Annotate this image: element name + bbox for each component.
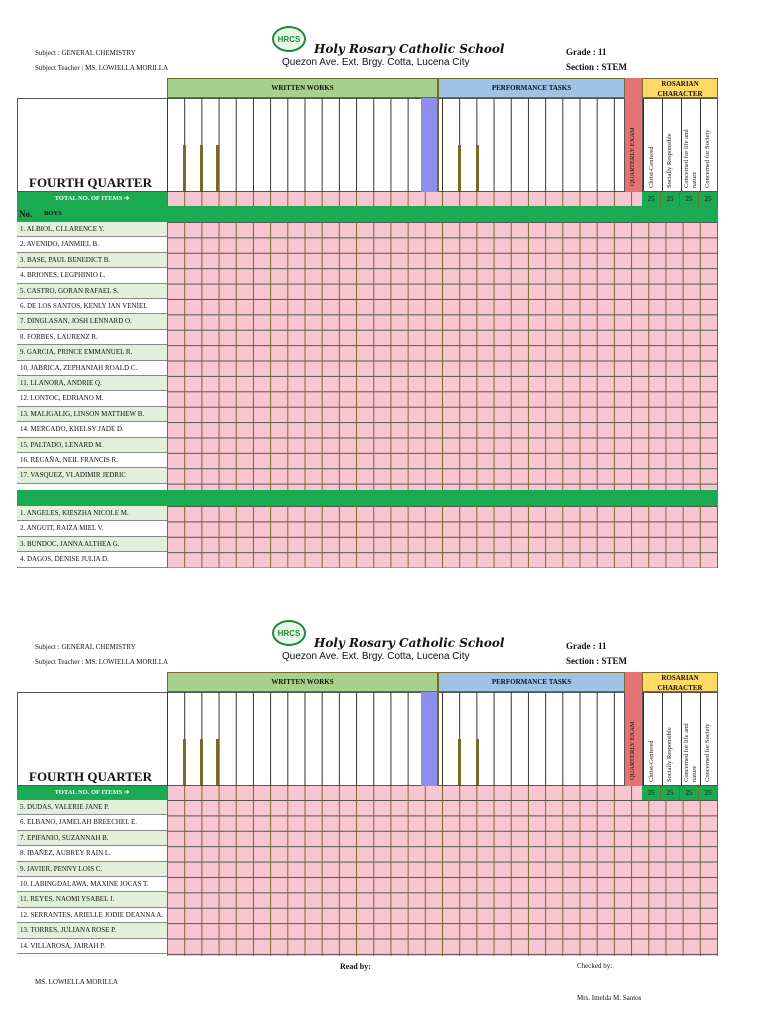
mark-3 bbox=[216, 739, 219, 785]
mark-1 bbox=[183, 145, 186, 191]
performance-tasks-label: PERFORMANCE TASKS bbox=[491, 678, 572, 686]
boys-bar bbox=[17, 206, 718, 222]
student-row: 3. BASE, PAUL BENEDICT B. bbox=[17, 253, 167, 268]
student-row: 17. VASQUEZ, VLADIMIR JEDRIC bbox=[17, 468, 167, 483]
boys-score-grid bbox=[167, 222, 718, 491]
rosarian-header bbox=[642, 78, 718, 98]
quarter-title: FOURTH QUARTER bbox=[29, 175, 152, 190]
school-name: Holy Rosary Catholic School bbox=[314, 636, 505, 650]
mark-5 bbox=[476, 145, 479, 191]
points-1: 25 bbox=[642, 192, 661, 206]
points-2: 25 bbox=[661, 192, 680, 206]
school-logo-icon: HRCS bbox=[272, 26, 306, 52]
gradesheet-page-2 bbox=[0, 594, 768, 1014]
boys-label: BOYS bbox=[44, 210, 62, 217]
total-items-cells bbox=[167, 192, 642, 206]
performance-tasks-header bbox=[438, 672, 625, 692]
girls-score-grid bbox=[167, 506, 718, 568]
subject-line: Subject : GENERAL CHEMISTRY bbox=[35, 643, 136, 651]
highlight-column bbox=[421, 98, 437, 192]
mark-2 bbox=[200, 739, 203, 785]
school-address: Quezon Ave. Ext. Brgy. Cotta, Lucena City bbox=[282, 57, 470, 68]
student-row: 11. LLANORA, ANDRIE Q. bbox=[17, 376, 167, 391]
student-row: 7. DINGLASAN, JOSH LENNARD O. bbox=[17, 314, 167, 329]
total-items-label: TOTAL NO. OF ITEMS ➔ bbox=[54, 789, 130, 796]
student-row: 1. ANGELES, KIESZHA NICOLE M. bbox=[17, 506, 167, 521]
quarterly-exam-label: QUARTERLY EXAM bbox=[629, 721, 636, 780]
student-row: 16. RECAÑA, NEIL FRANCIS R. bbox=[17, 453, 167, 468]
student-row: 3. BUNDOC, JANNA ALTHEA G. bbox=[17, 537, 167, 552]
checker-signature-name: Mrs. Imelda M. Santos bbox=[577, 994, 642, 1002]
student-row: 4. BRIONES, LEGPHINIO L. bbox=[17, 268, 167, 283]
student-row: 7. EPIFANIO, SUZANNAH B. bbox=[17, 831, 167, 846]
student-row: 9. GARCIA, PRINCE EMMANUEL R. bbox=[17, 345, 167, 360]
student-row: 13. TORRES, JULIANA ROSE P. bbox=[17, 923, 167, 938]
school-logo-icon: HRCS bbox=[272, 620, 306, 646]
student-row: 14. MERCADO, KHELSY JADE D. bbox=[17, 422, 167, 437]
student-row: 4. DAGOS, DENISE JULIA D. bbox=[17, 552, 167, 567]
no-label: No. bbox=[19, 209, 33, 219]
highlight-column bbox=[421, 692, 437, 786]
student-row: 9. JAVIER, PENNY LOIS C. bbox=[17, 862, 167, 877]
student-row: 5. CASTRO, GORAN RAFAEL S. bbox=[17, 284, 167, 299]
girls-score-grid bbox=[167, 800, 718, 956]
rosarian-label: ROSARIAN CHARACTER bbox=[657, 674, 703, 692]
written-works-label: WRITTEN WORKS bbox=[271, 84, 334, 92]
quarterly-exam-label: QUARTERLY EXAM bbox=[629, 127, 636, 186]
score-column-lines bbox=[167, 692, 625, 786]
ww-divider bbox=[437, 98, 439, 192]
student-row: 5. DUDAS, VALERIE JANE P. bbox=[17, 800, 167, 815]
student-row: 11. REYES, NAOMI YSABEL J. bbox=[17, 892, 167, 907]
written-works-header bbox=[167, 78, 438, 98]
student-row: 13. MALIGALIG, LINSON MATTHEW B. bbox=[17, 407, 167, 422]
mark-3 bbox=[216, 145, 219, 191]
checked-by-label: Checked by: bbox=[577, 962, 613, 970]
grade-line: Grade : 11 bbox=[566, 641, 607, 651]
rosarian-label: ROSARIAN CHARACTER bbox=[657, 80, 703, 98]
written-works-label: WRITTEN WORKS bbox=[271, 678, 334, 686]
school-address: Quezon Ave. Ext. Brgy. Cotta, Lucena City bbox=[282, 651, 470, 662]
socially-responsible-label: Socially Responsible bbox=[666, 727, 673, 782]
written-works-header bbox=[167, 672, 438, 692]
rosarian-header bbox=[642, 672, 718, 692]
read-by-label: Read by: bbox=[340, 962, 371, 971]
total-items-bar bbox=[17, 786, 167, 800]
christ-centered-label: Christ-Centered bbox=[648, 146, 655, 188]
mark-4 bbox=[458, 145, 461, 191]
student-row: 15. PALTADO, LENARD M. bbox=[17, 438, 167, 453]
score-column-lines bbox=[167, 98, 625, 192]
total-items-label: TOTAL NO. OF ITEMS ➔ bbox=[54, 195, 130, 202]
school-name: Holy Rosary Catholic School bbox=[314, 42, 505, 56]
performance-tasks-label: PERFORMANCE TASKS bbox=[491, 84, 572, 92]
student-row: 14. VILLAROSA, JAIRAH P. bbox=[17, 939, 167, 954]
girls-bar bbox=[17, 490, 718, 506]
socially-responsible-label: Socially Responsible bbox=[666, 133, 673, 188]
student-row: 8. IBAÑEZ, AUBREY RAIN L. bbox=[17, 846, 167, 861]
performance-tasks-header bbox=[438, 78, 625, 98]
points-4: 25 bbox=[699, 786, 718, 800]
student-row: 12. SERRANTES, ARIELLE JODIE DEANNA A. bbox=[17, 908, 167, 923]
student-row: 2. ANGUIT, RAIZA MIEL V. bbox=[17, 521, 167, 536]
concerned-life-label: Concerned for life and nature bbox=[683, 723, 698, 782]
student-row: 1. ALBIOL, CLLARENCE Y. bbox=[17, 222, 167, 237]
concerned-life-label: Concerned for life and nature bbox=[683, 129, 698, 188]
christ-centered-label: Christ-Centered bbox=[648, 740, 655, 782]
points-4: 25 bbox=[699, 192, 718, 206]
student-row: 10. JABRICA, ZEPHANIAH ROALD C. bbox=[17, 361, 167, 376]
mark-2 bbox=[200, 145, 203, 191]
section-line: Section : STEM bbox=[566, 62, 628, 72]
student-row: 6. ELBANO, JAMELAH BREECHEL E. bbox=[17, 815, 167, 830]
teacher-line: Subject Teacher : MS. LOWIELLA MORILLA bbox=[35, 658, 169, 666]
mark-5 bbox=[476, 739, 479, 785]
points-2: 25 bbox=[661, 786, 680, 800]
points-3: 25 bbox=[680, 786, 699, 800]
student-row: 12. LONTOC, EDRIANO M. bbox=[17, 391, 167, 406]
ww-divider bbox=[437, 692, 439, 786]
grade-line: Grade : 11 bbox=[566, 47, 607, 57]
teacher-signature-name: MS. LOWIELLA MORILLA bbox=[35, 978, 119, 986]
mark-1 bbox=[183, 739, 186, 785]
concerned-society-label: Concerned for Society bbox=[704, 723, 711, 782]
section-line: Section : STEM bbox=[566, 656, 628, 666]
points-3: 25 bbox=[680, 192, 699, 206]
mark-4 bbox=[458, 739, 461, 785]
quarter-title: FOURTH QUARTER bbox=[29, 769, 152, 784]
teacher-line: Subject Teacher : MS. LOWIELLA MORILLA bbox=[35, 64, 169, 72]
concerned-society-label: Concerned for Society bbox=[704, 129, 711, 188]
student-row: 2. AVENIDO, JANMIEL B. bbox=[17, 237, 167, 252]
points-1: 25 bbox=[642, 786, 661, 800]
student-row: 10. LABINGDALAWA, MAXINE JOCAS T. bbox=[17, 877, 167, 892]
total-items-cells bbox=[167, 786, 642, 800]
total-items-bar bbox=[17, 192, 167, 206]
student-row: 8. FORBES, LAURENZ R. bbox=[17, 330, 167, 345]
subject-line: Subject : GENERAL CHEMISTRY bbox=[35, 49, 136, 57]
student-row: 6. DE LOS SANTOS, KENLY IAN VENIEL bbox=[17, 299, 167, 314]
